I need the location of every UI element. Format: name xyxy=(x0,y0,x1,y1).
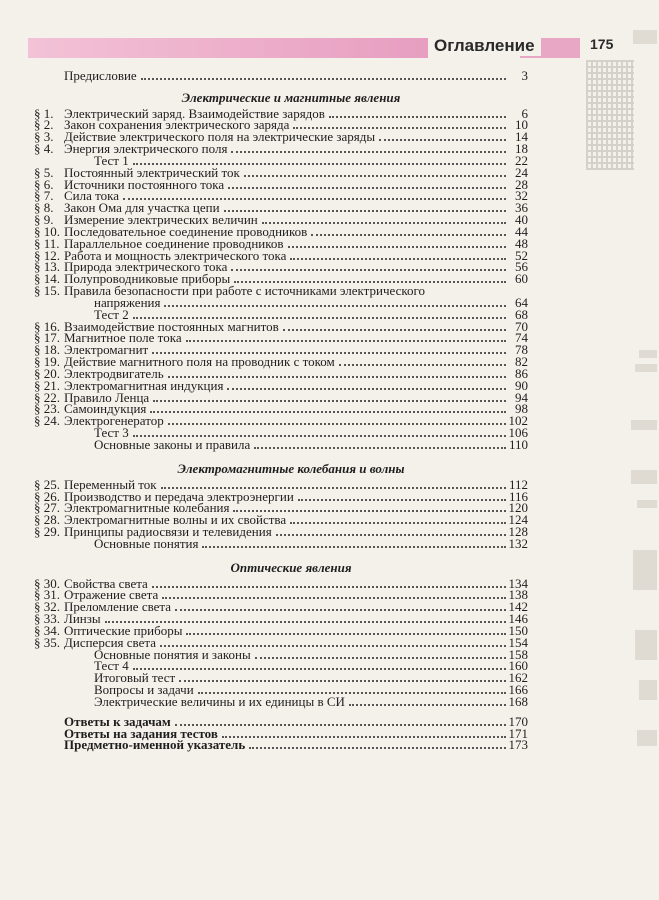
entry-page: 52 xyxy=(515,247,528,263)
entry-number: § 21. xyxy=(34,377,60,393)
toc-entry[interactable] xyxy=(34,436,528,452)
entry-title: Отражение света xyxy=(64,587,159,603)
entry-title: Взаимодействие постоянных магнитов xyxy=(64,318,279,334)
entry-number: § 13. xyxy=(34,259,60,275)
entry-page: 106 xyxy=(508,425,528,441)
page-number: 175 xyxy=(590,36,614,52)
entry-number: § 19. xyxy=(34,354,60,370)
entry-page: 154 xyxy=(508,634,528,650)
entry-page: 32 xyxy=(515,188,528,204)
entry-title: Линзы xyxy=(64,611,101,627)
entry-title: Правило Ленца xyxy=(64,389,150,405)
entry-page: 86 xyxy=(515,365,528,381)
leader-dots xyxy=(179,678,506,682)
entry-number: § 6. xyxy=(34,176,54,192)
entry-page: 160 xyxy=(508,658,528,674)
entry-page: 132 xyxy=(508,535,528,551)
entry-number: § 16. xyxy=(34,318,60,334)
entry-title: Действие магнитного поля на проводник с током xyxy=(64,354,335,370)
leader-dots xyxy=(175,607,506,611)
entry-number: § 15. xyxy=(34,283,60,299)
leader-dots xyxy=(164,303,506,307)
entry-page: 142 xyxy=(508,599,528,615)
entry-number: § 28. xyxy=(34,512,60,528)
entry-page: 150 xyxy=(508,622,528,638)
entry-page: 90 xyxy=(515,377,528,393)
entry-number: § 10. xyxy=(34,223,60,239)
page-title: Оглавление xyxy=(428,36,541,56)
entry-number: § 34. xyxy=(34,622,60,638)
entry-page: 166 xyxy=(508,682,528,698)
entry-page: 70 xyxy=(515,318,528,334)
entry-number: § 9. xyxy=(34,212,54,228)
leader-dots xyxy=(141,76,506,80)
header-accent-bar xyxy=(28,38,428,58)
leader-dots xyxy=(186,631,506,635)
entry-number: § 5. xyxy=(34,164,54,180)
entry-title: Параллельное соединение проводников xyxy=(64,235,284,251)
entry-number: § 3. xyxy=(34,129,54,145)
entry-title: Преломление света xyxy=(64,599,172,615)
leader-dots xyxy=(329,114,506,118)
leader-dots xyxy=(175,722,506,726)
entry-page: 82 xyxy=(515,354,528,370)
entry-page: 28 xyxy=(515,176,528,192)
entry-page: 124 xyxy=(508,512,528,528)
entry-page: 116 xyxy=(508,488,528,504)
entry-page: 48 xyxy=(515,235,528,251)
entry-page: 60 xyxy=(515,271,528,287)
entry-page: 3 xyxy=(521,67,528,83)
leader-dots xyxy=(379,137,506,141)
entry-page: 120 xyxy=(508,500,528,516)
entry-page: 44 xyxy=(515,223,528,239)
entry-title: Магнитное поле тока xyxy=(64,330,182,346)
leader-dots xyxy=(255,655,506,659)
entry-number: § 11. xyxy=(34,235,60,251)
entry-title: Переменный ток xyxy=(64,476,157,492)
entry-title: Действие электрического поля на электрические заряды xyxy=(64,129,376,145)
entry-title: Основные законы и правила xyxy=(94,436,251,452)
toc-entry[interactable] xyxy=(34,693,528,709)
entry-number: § 20. xyxy=(34,365,60,381)
entry-page: 18 xyxy=(515,141,528,157)
entry-title: Сила тока xyxy=(64,188,120,204)
entry-title: Измерение электрических величин xyxy=(64,212,258,228)
entry-title: Работа и мощность электрического тока xyxy=(64,247,287,263)
entry-number: § 25. xyxy=(34,476,60,492)
entry-title: Тест 2 xyxy=(94,306,129,322)
toc-entry[interactable] xyxy=(34,601,528,613)
section-heading: Оптические явления xyxy=(230,559,352,575)
entry-title: Правила безопасности при работе с источниками электрического xyxy=(64,283,426,299)
entry-page: 36 xyxy=(515,200,528,216)
entry-title: Энергия электрического поля xyxy=(64,141,228,157)
entry-page: 24 xyxy=(515,164,528,180)
entry-title: Закон сохранения электрического заряда xyxy=(64,117,290,133)
leader-dots xyxy=(311,232,506,236)
entry-page: 171 xyxy=(508,725,528,741)
entry-page: 10 xyxy=(515,117,528,133)
leader-dots xyxy=(133,666,506,670)
entry-number: § 17. xyxy=(34,330,60,346)
entry-number: § 24. xyxy=(34,413,60,429)
toc-entry[interactable] xyxy=(34,535,528,551)
entry-title: Самоиндукция xyxy=(64,401,147,417)
leader-dots xyxy=(254,445,506,449)
leader-dots xyxy=(228,185,506,189)
leader-dots xyxy=(162,595,506,599)
leader-dots xyxy=(244,173,506,177)
leader-dots xyxy=(202,544,506,548)
toc-entry-appendix[interactable] xyxy=(34,737,528,753)
entry-page: 146 xyxy=(508,611,528,627)
entry-title: Ответы на задания тестов xyxy=(64,725,218,741)
entry-page: 74 xyxy=(515,330,528,346)
entry-title: Ответы к задачам xyxy=(64,713,171,729)
entry-title: Электромагнитные волны и их свойства xyxy=(64,512,287,528)
leader-dots xyxy=(290,256,506,260)
entry-number: § 31. xyxy=(34,587,60,603)
leader-dots xyxy=(186,338,506,342)
entry-title: Электромагнитная индукция xyxy=(64,377,224,393)
entry-title: Тест 3 xyxy=(94,425,129,441)
entry-page: 138 xyxy=(508,587,528,603)
entry-page: 98 xyxy=(515,401,528,417)
leader-dots xyxy=(290,520,506,524)
entry-title: Источники постоянного тока xyxy=(64,176,225,192)
entry-title: Итоговый тест xyxy=(94,670,176,686)
entry-title: Полупроводниковые приборы xyxy=(64,271,231,287)
entry-number: § 2. xyxy=(34,117,54,133)
entry-page: 22 xyxy=(515,152,528,168)
leader-dots xyxy=(150,409,506,413)
entry-number: § 23. xyxy=(34,401,60,417)
entry-page: 68 xyxy=(515,306,528,322)
leader-dots xyxy=(283,327,506,331)
leader-dots xyxy=(152,584,506,588)
entry-title: Природа электрического тока xyxy=(64,259,228,275)
entry-number: § 14. xyxy=(34,271,60,287)
entry-title: Электромагнитные колебания xyxy=(64,500,230,516)
entry-title: Постоянный электрический ток xyxy=(64,164,240,180)
entry-title: Электрические величины и их единицы в СИ xyxy=(94,693,345,709)
entry-page: 110 xyxy=(508,436,528,452)
entry-page: 128 xyxy=(508,523,528,539)
entry-title: напряжения xyxy=(94,294,161,310)
entry-title: Предисловие xyxy=(64,67,137,83)
spacer xyxy=(34,550,528,558)
leader-dots xyxy=(227,386,506,390)
entry-page: 78 xyxy=(515,342,528,358)
leader-dots xyxy=(339,362,506,366)
entry-title: Тест 1 xyxy=(94,152,129,168)
entry-page: 56 xyxy=(515,259,528,275)
entry-page: 158 xyxy=(508,646,528,662)
leader-dots xyxy=(168,421,506,425)
spacer xyxy=(34,451,528,459)
entry-number: § 1. xyxy=(34,105,54,121)
leader-dots xyxy=(298,497,506,501)
entry-page: 6 xyxy=(521,105,528,121)
leader-dots xyxy=(288,244,506,248)
entry-title: Оптические приборы xyxy=(64,622,183,638)
entry-number: § 27. xyxy=(34,500,60,516)
entry-number: § 30. xyxy=(34,575,60,591)
leader-dots xyxy=(276,532,506,536)
entry-title: Электромагнит xyxy=(64,342,149,358)
entry-number: § 7. xyxy=(34,188,54,204)
entry-number: § 32. xyxy=(34,599,60,615)
qr-code-show-through xyxy=(586,60,634,170)
entry-number: § 35. xyxy=(34,634,60,650)
entry-title: Принципы радиосвязи и телевидения xyxy=(64,523,272,539)
entry-title: Предметно-именной указатель xyxy=(64,737,246,753)
entry-page: 173 xyxy=(508,737,528,753)
entry-number: § 18. xyxy=(34,342,60,358)
entry-title: Электрогенератор xyxy=(64,413,164,429)
entry-number: § 29. xyxy=(34,523,60,539)
entry-number: § 12. xyxy=(34,247,60,263)
entry-page: 102 xyxy=(508,413,528,429)
toc-entry-preface[interactable] xyxy=(34,67,528,83)
entry-page: 40 xyxy=(515,212,528,228)
entry-title: Дисперсия света xyxy=(64,634,156,650)
entry-page: 94 xyxy=(515,389,528,405)
section-heading: Электрические и магнитные явления xyxy=(181,89,401,105)
leader-dots xyxy=(429,293,526,295)
entry-title: Электрический заряд. Взаимодействие зарядов xyxy=(64,105,325,121)
entry-title: Тест 4 xyxy=(94,658,129,674)
leader-dots xyxy=(153,398,506,402)
table-of-contents xyxy=(34,67,528,753)
entry-page: 14 xyxy=(515,129,528,145)
leader-dots xyxy=(231,149,506,153)
leader-dots xyxy=(349,702,506,706)
leader-dots xyxy=(231,267,506,271)
entry-title: Основные понятия и законы xyxy=(94,646,251,662)
entry-page: 170 xyxy=(508,713,528,729)
entry-page: 112 xyxy=(508,476,528,492)
leader-dots xyxy=(249,745,506,749)
entry-page: 162 xyxy=(508,670,528,686)
leader-dots xyxy=(224,208,506,212)
entry-number: § 22. xyxy=(34,389,60,405)
entry-title: Вопросы и задачи xyxy=(94,682,194,698)
entry-number: § 33. xyxy=(34,611,60,627)
entry-number: § 26. xyxy=(34,488,60,504)
entry-title: Производство и передача электроэнергии xyxy=(64,488,294,504)
entry-title: Последовательное соединение проводников xyxy=(64,223,308,239)
entry-title: Закон Ома для участка цепи xyxy=(64,200,220,216)
entry-page: 134 xyxy=(508,575,528,591)
entry-title: Свойства света xyxy=(64,575,148,591)
entry-title: Электродвигатель xyxy=(64,365,164,381)
section-heading: Электромагнитные колебания и волны xyxy=(177,460,405,476)
entry-page: 168 xyxy=(508,693,528,709)
entry-number: § 8. xyxy=(34,200,54,216)
entry-title: Основные понятия xyxy=(94,535,199,551)
entry-number: § 4. xyxy=(34,141,54,157)
entry-page: 64 xyxy=(515,294,528,310)
leader-dots xyxy=(222,734,506,738)
